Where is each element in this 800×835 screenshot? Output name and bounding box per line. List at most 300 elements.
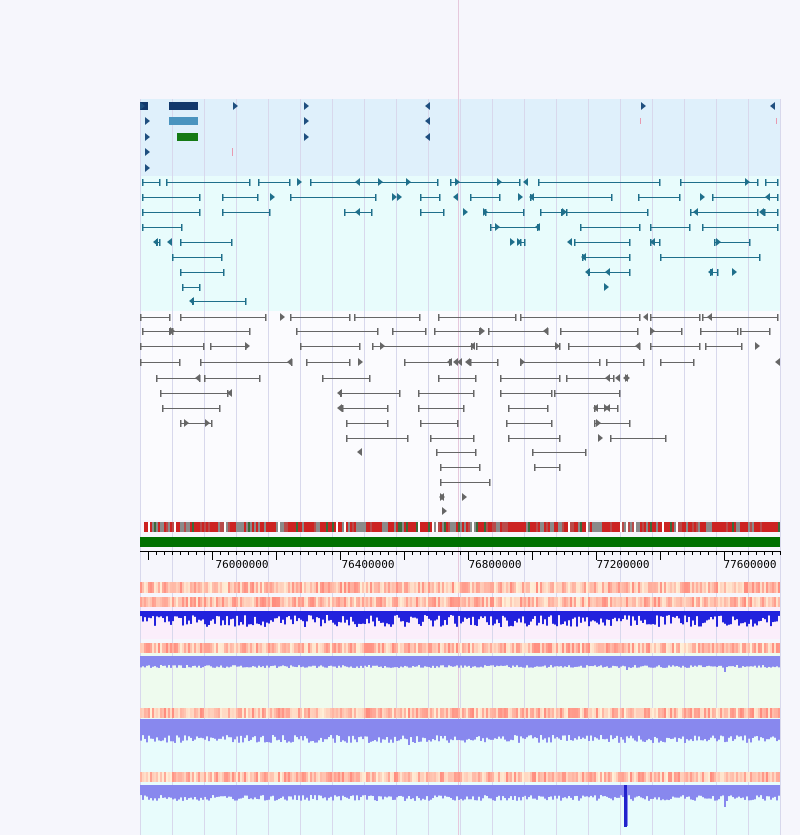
msm-b6-pol-2-heat-cell [478,643,480,653]
jf1-trimmed-depth-bar [706,785,708,799]
jf1-sra-depth-bar [302,719,304,740]
msm-capillary-depth-bar [564,611,566,621]
msm-b6-pol-2-heat-cell [678,643,680,653]
bac-end-tick [200,359,202,366]
msm-b6-pol-heat-cell [424,597,426,607]
jf1-b6-pol-heat-cell [498,708,500,718]
bac-end-tick [717,269,719,276]
dbsnp-heat-cell [770,582,772,593]
repeat-element [234,522,236,532]
msm-b6-pol-2-heat-cell [484,643,486,653]
msm-b6-pol-2-heat-cell [260,643,262,653]
jf1-trimmed-depth-bar [666,785,668,800]
dbsnp-heat-cell [392,582,394,593]
msm-b6-pol-heat-cell [628,597,630,607]
dbsnp-heat-cell [194,582,196,593]
jf1-sra-depth-bar [146,719,148,742]
jf1-b6-pol-2-heat-cell [202,772,204,782]
jf1-b6-pol-2-heat-cell [148,772,150,782]
jf1-trimmed-depth-bar [764,785,766,801]
msm-capillary-depth-bar [140,611,142,616]
msm-b6-pol-heat-cell [536,597,538,607]
dbsnp-heat-cell [316,582,318,593]
msm-sra-depth-bar [410,656,412,668]
jf1-sra-depth-bar [516,719,518,736]
msm-b6-pol-2-heat-cell [376,643,378,653]
msm-b6-pol-2-heat-cell [384,643,386,653]
msm-sra-depth-bar [236,656,238,667]
repeat-element [704,522,706,532]
jf1-sra-depth-bar [164,719,166,738]
jf1-sra-depth-bar [672,719,674,739]
jf1-trimmed-depth-bar [692,785,694,800]
dbsnp-heat-cell [612,582,614,593]
msm-b6-pol-2-heat-cell [688,643,690,653]
msm-b6-pol-heat-cell [242,597,244,607]
jf1-b6-pol-heat-cell [242,708,244,718]
jf1-b6-pol-2-heat-cell [216,772,218,782]
msm-sra-depth-bar [540,656,542,667]
msm-capillary-depth-bar [242,611,244,625]
jf1-sra-depth-bar [214,719,216,739]
msm-capillary-depth-bar [606,611,608,619]
msm-capillary-depth-bar [332,611,334,623]
jf1-b6-pol-heat-cell [348,708,350,718]
msm-b6-pol-heat-cell [422,597,424,607]
dbsnp-heat-cell [408,582,410,593]
msm-b6-pol-2-heat-cell [776,643,778,653]
dbsnp-heat-cell [360,582,362,593]
msm-capillary-depth-bar [254,611,256,617]
msm-capillary-depth-bar [454,611,456,624]
msm-sra-depth-bar [492,656,494,665]
repeat-element [262,522,264,532]
msm-b6-pol-heat-cell [746,597,748,607]
axis-tick-label: 77200000 [596,558,650,571]
repeat-element [412,522,414,532]
repeat-element [524,522,526,532]
jf1-b6-pol-heat-cell [536,708,538,718]
jf1-b6-pol-heat-cell [142,708,144,718]
dbsnp-heat-cell [640,582,642,593]
jf1-sra-depth-bar [298,719,300,739]
jf1-sra-depth-bar [362,719,364,739]
jf1-trimmed-depth-bar [358,785,360,800]
msm-b6-pol-heat-cell [370,597,372,607]
repeat-element [450,522,452,532]
msm-b6-pol-heat-cell [620,597,622,607]
msm-b6-pol-heat-cell [534,597,536,607]
jf1-sra-depth-bar [598,719,600,740]
msm-capillary-depth-bar [176,611,178,616]
jf1-b6-pol-2-heat-cell [366,772,368,782]
msm-b6-pol-2-heat-cell [380,643,382,653]
jf1-b6-pol-2-heat-cell [178,772,180,782]
msm-b6-pol-2-heat-cell [192,643,194,653]
msm-sra-depth-bar [256,656,258,668]
msm-capillary-depth-bar [206,611,208,627]
jf1-b6-pol-heat-cell [222,708,224,718]
dbsnp-heat-cell [268,582,270,593]
msm-capillary-depth-bar [706,611,708,620]
msm-b6-pol-2-heat-cell [592,643,594,653]
msm-b6-pol-2-heat-cell [658,643,660,653]
msm-b6-pol-2-heat-cell [296,643,298,653]
msm-b6-pol-heat-cell [704,597,706,607]
msm-b6-pol-2-heat-cell [594,643,596,653]
jf1-trimmed-depth-bar [142,785,144,800]
jf1-sra-depth-bar [242,719,244,742]
msm-b6-pol-heat-cell [202,597,204,607]
jf1-trimmed-depth-bar [710,785,712,799]
jf1-trimmed-depth-bar [526,785,528,799]
jf1-b6-pol-2-heat-cell [478,772,480,782]
jf1-b6-pol-heat-cell [674,708,676,718]
jf1-b6-pol-heat-cell [728,708,730,718]
jf1-b6-pol-heat-cell [278,708,280,718]
jf1-b6-pol-2-heat-cell [272,772,274,782]
msm-b6-pol-2-heat-cell [286,643,288,653]
msm-sra-depth-bar [442,656,444,665]
jf1-b6-pol-2-heat-cell [592,772,594,782]
msm-sra-depth-bar [494,656,496,667]
msm-b6-pol-2-heat-cell [204,643,206,653]
bac-end-tick [162,405,164,412]
msm-sra-depth-bar [178,656,180,665]
jf1-sra-depth-bar [252,719,254,737]
jf1-sra-depth-bar [528,719,530,736]
jf1-b6-pol-heat-cell [434,708,436,718]
dbsnp-heat-cell [544,582,546,593]
jf1-b6-pol-2-heat-cell [210,772,212,782]
bac-end-tick [306,359,308,366]
jf1-sra-depth-bar [354,719,356,739]
repeat-element [482,522,484,532]
jf1-b6-pol-2-heat-cell [666,772,668,782]
jf1-sra-depth-bar [336,719,338,735]
msm-sra-depth-bar [276,656,278,668]
jf1-b6-pol-2-heat-cell [708,772,710,782]
dbsnp-heat-cell [410,582,412,593]
msm-b6-pol-2-heat-cell [420,643,422,653]
repeat-element [500,522,502,532]
msm-sra-depth-bar [390,656,392,668]
msm-b6-pol-heat-cell [706,597,708,607]
msm-capillary-depth-bar [198,611,200,620]
dbsnp-heat-cell [526,582,528,593]
msm-capillary-depth-bar [718,611,720,616]
jf1-b6-pol-heat-cell [528,708,530,718]
repeat-element [582,522,584,532]
bac-end-tick [702,224,704,231]
jf1-sra-depth-bar [160,719,162,741]
msm-sra-depth-bar [566,656,568,667]
dbsnp-heat-cell [734,582,736,593]
msm-b6-pol-2-heat-cell [452,643,454,653]
jf1-trimmed-depth-bar [672,785,674,797]
jf1-b6-pol-heat-cell [630,708,632,718]
msm-b6-pol-2-heat-cell [482,643,484,653]
jf1-sra-depth-bar [312,719,314,741]
repeat-element [744,522,746,532]
msm-sra-depth-bar [546,656,548,668]
jf1-b6-pol-heat-cell [566,708,568,718]
msm-b6-pol-2-heat-cell [742,643,744,653]
dbsnp-heat-cell [272,582,274,593]
repeat-element [166,522,168,532]
msm-capillary-depth-bar [638,611,640,616]
dbsnp-heat-cell [364,582,366,593]
msm-sra-depth-bar [252,656,254,666]
jf1-b6-pol-heat-cell [776,708,778,718]
dbsnp-heat-cell [440,582,442,593]
jf1-b6-pol-heat-cell [402,708,404,718]
jf1-sra-depth-bar [272,719,274,735]
jf1-sra-depth-bar [372,719,374,741]
msm-b6-pol-2-heat-cell [608,643,610,653]
bac-end-tick [259,375,261,382]
jf1-b6-pol-2-heat-cell [502,772,504,782]
msm-b6-pol-heat-cell [550,597,552,607]
dbsnp-heat-cell [578,582,580,593]
jf1-sra-depth-bar [152,719,154,739]
msm-b6-pol-heat-cell [462,597,464,607]
msm-b6-pol-2-heat-cell [418,643,420,653]
msm-b6-pol-heat-cell [212,597,214,607]
jf1-sra-depth-bar [400,719,402,739]
repeat-element [446,522,448,532]
repeat-element [538,522,540,532]
axis-tick-label: 76800000 [468,558,522,571]
msm-b6-pol-2-heat-cell [628,643,630,653]
jf1-b6-pol-heat-cell [678,708,680,718]
jf1-b6-pol-heat-cell [300,708,302,718]
repeat-element [730,522,732,532]
repeat-element [530,522,532,532]
dbsnp-heat-cell [680,582,682,593]
msm-capillary-depth-bar [756,611,758,625]
jf1-b6-pol-2-heat-cell [640,772,642,782]
jf1-b6-pol-heat-cell [310,708,312,718]
msm-sra-depth-bar [596,656,598,667]
repeat-element [436,522,438,532]
jf1-b6-pol-2-heat-cell [510,772,512,782]
dbsnp-heat-cell [558,582,560,593]
jf1-trimmed-depth-bar [320,785,322,796]
bac-end-tick [290,314,292,321]
repeat-element [372,522,374,532]
jf1-b6-pol-2-heat-cell [248,772,250,782]
repeat-element [430,522,432,532]
dbsnp-heat-cell [432,582,434,593]
msm-capillary-depth-bar [448,611,450,617]
bac-end-tick [140,359,142,366]
jf1-trimmed-depth-bar [454,785,456,800]
jf1-b6-pol-2-heat-cell [678,772,680,782]
repeat-element [624,522,626,532]
jf1-sra-depth-bar [228,719,230,737]
jf1-sra-depth-bar [686,719,688,739]
jf1-sra-depth-bar [294,719,296,735]
msm-capillary-depth-bar [312,611,314,619]
jf1-b6-pol-2-heat-cell [718,772,720,782]
jf1-sra-depth-bar [320,719,322,738]
repeat-element [210,522,212,532]
dbsnp-heat-cell [378,582,380,593]
dbsnp-heat-cell [524,582,526,593]
msm-b6-pol-heat-cell [470,597,472,607]
jf1-trimmed-depth-bar [280,785,282,798]
msm-capillary-depth-bar [514,611,516,621]
msm-capillary-depth-bar [150,611,152,618]
repeat-element [194,522,196,532]
jf1-trimmed-depth-bar [734,785,736,799]
msm-sra-depth-bar [148,656,150,665]
msm-sra-depth-bar [668,656,670,665]
bac-end-tick [777,314,779,321]
jf1-b6-pol-2-heat-cell [656,772,658,782]
msm-b6-pol-heat-cell [750,597,752,607]
msm-sra-depth-bar [458,656,460,668]
repeat-element [248,522,250,532]
bac-end-tick [702,314,704,321]
msm-sra-depth-bar [354,656,356,668]
jf1-trimmed-depth-bar [724,785,726,807]
dbsnp-heat-cell [190,582,192,593]
dbsnp-heat-cell [452,582,454,593]
msm-capillary-depth-bar [182,611,184,625]
jf1-b6-pol-2-heat-cell [684,772,686,782]
jf1-b6-pol-2-heat-cell [344,772,346,782]
jf1-b6-pol-heat-cell [496,708,498,718]
msm-sra-depth-bar [706,656,708,666]
jf1-b6-pol-heat-cell [174,708,176,718]
msm-b6-pol-2-heat-cell [470,643,472,653]
msm-b6-pol-heat-cell [182,597,184,607]
jf1-trimmed-depth-bar [604,785,606,796]
jf1-sra-depth-bar [224,719,226,740]
jf1-sra-depth-bar [416,719,418,736]
msm-b6-pol-2-heat-cell [704,643,706,653]
msm-capillary-depth-bar [356,611,358,627]
msm-b6-pol-heat-cell [500,597,502,607]
jf1-trimmed-depth-bar [394,785,396,800]
jf1-sra-depth-bar [606,719,608,739]
msm-capillary-depth-bar [778,611,780,616]
repeat-element [462,522,464,532]
msm-sra-depth-bar [440,656,442,665]
repeat-element [246,522,248,532]
jf1-b6-pol-heat-cell [546,708,548,718]
jf1-trimmed-depth-bar [486,785,488,796]
dbsnp-heat-cell [730,582,732,593]
jf1-trimmed-depth-bar [656,785,658,800]
repeat-element [466,522,468,532]
jf1-b6-pol-heat-cell [156,708,158,718]
msm-sra-depth-bar [526,656,528,665]
jf1-b6-pol-heat-cell [468,708,470,718]
jf1-b6-pol-2-heat-cell [388,772,390,782]
jf1-b6-pol-2-heat-cell [218,772,220,782]
bac-end-tick [490,224,492,231]
jf1-b6-pol-2-heat-cell [578,772,580,782]
jf1-sra-depth-bar [174,719,176,743]
msm-b6-pol-heat-cell [358,597,360,607]
repeat-element [304,522,306,532]
jf1-trimmed-depth-bar [762,785,764,799]
repeat-element [658,522,660,532]
jf1-trimmed-depth-bar [524,785,526,796]
msm-b6-pol-2-heat-cell [734,643,736,653]
msm-b6-pol-2-heat-cell [562,643,564,653]
repeat-element [750,522,752,532]
repeat-element [146,522,148,532]
jf1-b6-pol-2-heat-cell [462,772,464,782]
bac-end-tick [650,343,652,350]
jf1-trimmed-depth-bar [606,785,608,797]
msm-b6-pol-heat-cell [266,597,268,607]
jf1-sra-depth-bar [552,719,554,735]
msm-b6-pol-2-heat-cell [622,643,624,653]
jf1-b6-pol-2-heat-cell [734,772,736,782]
gene-marker [232,148,233,156]
jf1-trimmed-depth-bar [700,785,702,796]
jf1-b6-pol-2-heat-cell [404,772,406,782]
msm-capillary-depth-bar [578,611,580,617]
jf1-b6-pol-2-heat-cell [650,772,652,782]
dbsnp-heat-cell [276,582,278,593]
msm-b6-pol-2-heat-cell [568,643,570,653]
jf1-sra-depth-bar [288,719,290,741]
jf1-trimmed-depth-bar [366,785,368,800]
jf1-sra-depth-bar [326,719,328,739]
dbsnp-heat-cell [664,582,666,593]
jf1-b6-pol-2-heat-cell [542,772,544,782]
msm-b6-pol-2-heat-cell [692,643,694,653]
jf1-sra-depth-bar [638,719,640,736]
repeat-element [342,522,344,532]
jf1-b6-pol-heat-cell [718,708,720,718]
jf1-trimmed-depth-bar [306,785,308,798]
msm-capillary-depth-bar [724,611,726,624]
dbsnp-heat-cell [462,582,464,593]
msm-sra-depth-bar [436,656,438,666]
msm-sra-depth-bar [468,656,470,666]
msm-b6-pol-heat-cell [664,597,666,607]
jf1-trimmed-depth-bar [574,785,576,796]
jf1-sra-depth-bar [168,719,170,736]
jf1-sra-depth-bar [210,719,212,738]
msm-b6-pol-2-heat-cell [466,643,468,653]
jf1-sra-depth-bar [526,719,528,737]
dbsnp-heat-cell [312,582,314,593]
msm-b6-pol-2-heat-cell [362,643,364,653]
msm-b6-pol-2-heat-cell [308,643,310,653]
jf1-b6-pol-2-heat-cell [756,772,758,782]
jf1-trimmed-depth-bar [330,785,332,797]
dbsnp-heat-cell [502,582,504,593]
jf1-b6-pol-heat-cell [298,708,300,718]
jf1-b6-pol-heat-cell [344,708,346,718]
bac-end-tick [506,420,508,427]
msm-capillary-depth-bar [436,611,438,619]
msm-sra-depth-bar [322,656,324,667]
msm-sra-depth-bar [488,656,490,666]
jf1-b6-pol-heat-cell [506,708,508,718]
msm-b6-pol-heat-cell [486,597,488,607]
jf1-b6-pol-2-heat-cell [696,772,698,782]
msm-b6-pol-2-heat-cell [246,643,248,653]
